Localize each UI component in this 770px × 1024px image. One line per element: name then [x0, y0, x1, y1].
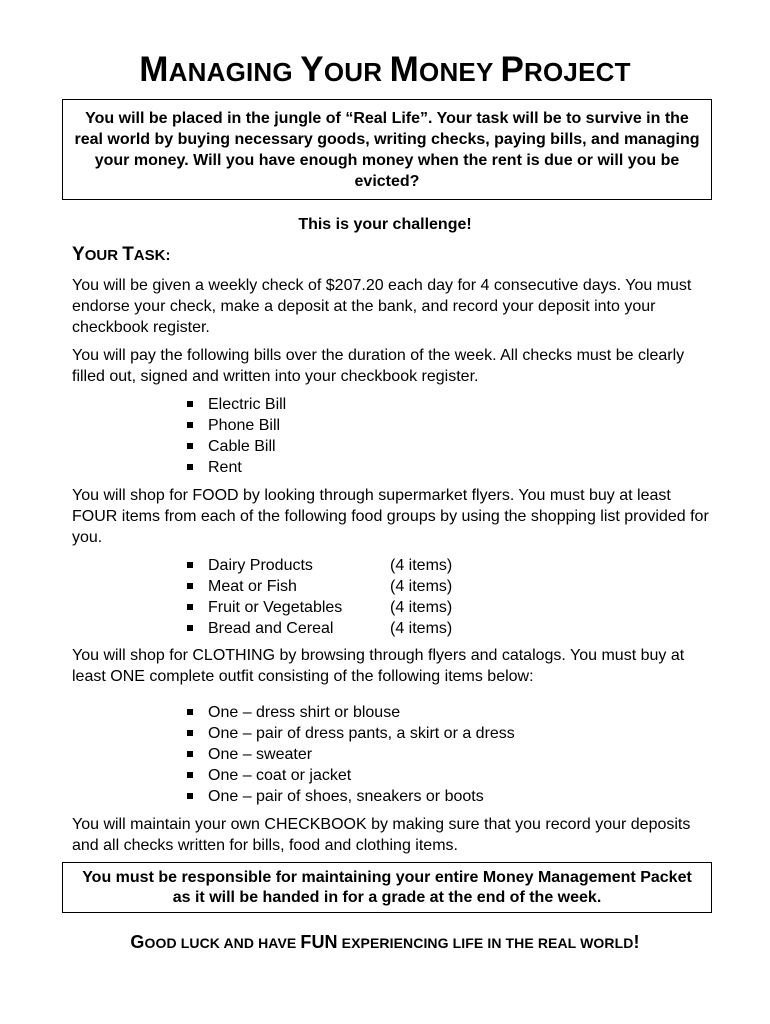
- paragraph-bills: You will pay the following bills over the duration of the week. All checks must be clearly filled out, signed and written into your checkbook register.: [72, 347, 685, 385]
- your-task-heading: [72, 244, 170, 266]
- closing-fun: FUN: [300, 932, 338, 952]
- title-word-part: ONEY: [419, 57, 494, 87]
- food-group-name: Bread and Cereal: [208, 620, 334, 637]
- closing-exclamation: !: [633, 932, 640, 952]
- list-item: [186, 555, 453, 576]
- title-initial: M: [389, 50, 420, 89]
- heading-initial: Y: [72, 244, 85, 265]
- heading-initial: T: [122, 244, 134, 265]
- list-item: Phone Bill: [186, 415, 286, 436]
- intro-text: You will be placed in the jungle of “Real Life”. Your task will be to survive in the real world by buying necessary goods, writing checks, paying bills, and managing your money. Will you have enough money when the rent is due or will you be evicted?: [74, 110, 700, 190]
- paragraph-check: You will be given a weekly check of $207.20 each day for 4 consecutive days. You must endorse your check, make a deposit at the bank, and record your deposit into your checkbook register.: [72, 277, 692, 336]
- closing-line: [0, 932, 770, 953]
- food-group-qty: (4 items): [390, 578, 453, 595]
- food-group-qty: (4 items): [390, 599, 453, 616]
- paragraph-food: You will shop for FOOD by looking through supermarket flyers. You must buy at least FOUR items from each of the following food groups by using the shopping list provided for you.: [72, 487, 709, 546]
- list-item: One – sweater: [186, 744, 515, 765]
- food-group-name: Meat or Fish: [208, 578, 297, 595]
- clothing-list: [186, 702, 515, 807]
- challenge-line: This is your challenge!: [298, 216, 472, 233]
- title-word-part: ANAGING: [168, 57, 293, 87]
- list-item: One – pair of dress pants, a skirt or a dress: [186, 723, 515, 744]
- title-word-part: ROJECT: [524, 57, 631, 87]
- title-initial: M: [139, 50, 169, 89]
- title-initial: P: [500, 50, 525, 89]
- list-item: [186, 618, 453, 639]
- food-group-qty: (4 items): [390, 557, 453, 574]
- title-word-part: OUR: [323, 57, 383, 87]
- closing-initial: G: [130, 932, 145, 952]
- food-groups-list: [186, 555, 453, 639]
- heading-part: ASK:: [133, 247, 171, 264]
- title-initial: Y: [300, 50, 324, 89]
- food-group-name: Fruit or Vegetables: [208, 599, 343, 616]
- list-item: Cable Bill: [186, 436, 286, 457]
- intro-box: [62, 99, 712, 200]
- list-item: Rent: [186, 457, 286, 478]
- list-item: [186, 597, 453, 618]
- food-group-name: Dairy Products: [208, 557, 313, 574]
- responsibility-box: [62, 862, 712, 913]
- list-item: One – coat or jacket: [186, 765, 515, 786]
- list-item: One – dress shirt or blouse: [186, 702, 515, 723]
- paragraph-checkbook: You will maintain your own CHECKBOOK by making sure that you record your deposits and all checks written for bills, food and clothing items.: [72, 816, 691, 854]
- page-title: [0, 50, 770, 90]
- list-item: One – pair of shoes, sneakers or boots: [186, 786, 515, 807]
- paragraph-clothing: You will shop for CLOTHING by browsing through flyers and catalogs. You must buy at least ONE complete outfit consisting of the following items below:: [72, 647, 685, 685]
- responsibility-text: You must be responsible for maintaining your entire Money Management Packet as it will be handed in for a grade at the end of the week.: [82, 869, 692, 906]
- food-group-qty: (4 items): [390, 620, 453, 637]
- heading-part: OUR: [84, 247, 123, 264]
- list-item: Electric Bill: [186, 394, 286, 415]
- list-item: [186, 576, 453, 597]
- closing-part: OOD LUCK AND HAVE: [144, 935, 301, 951]
- closing-part: EXPERIENCING LIFE IN THE REAL WORLD: [337, 935, 634, 951]
- bills-list: [186, 394, 286, 478]
